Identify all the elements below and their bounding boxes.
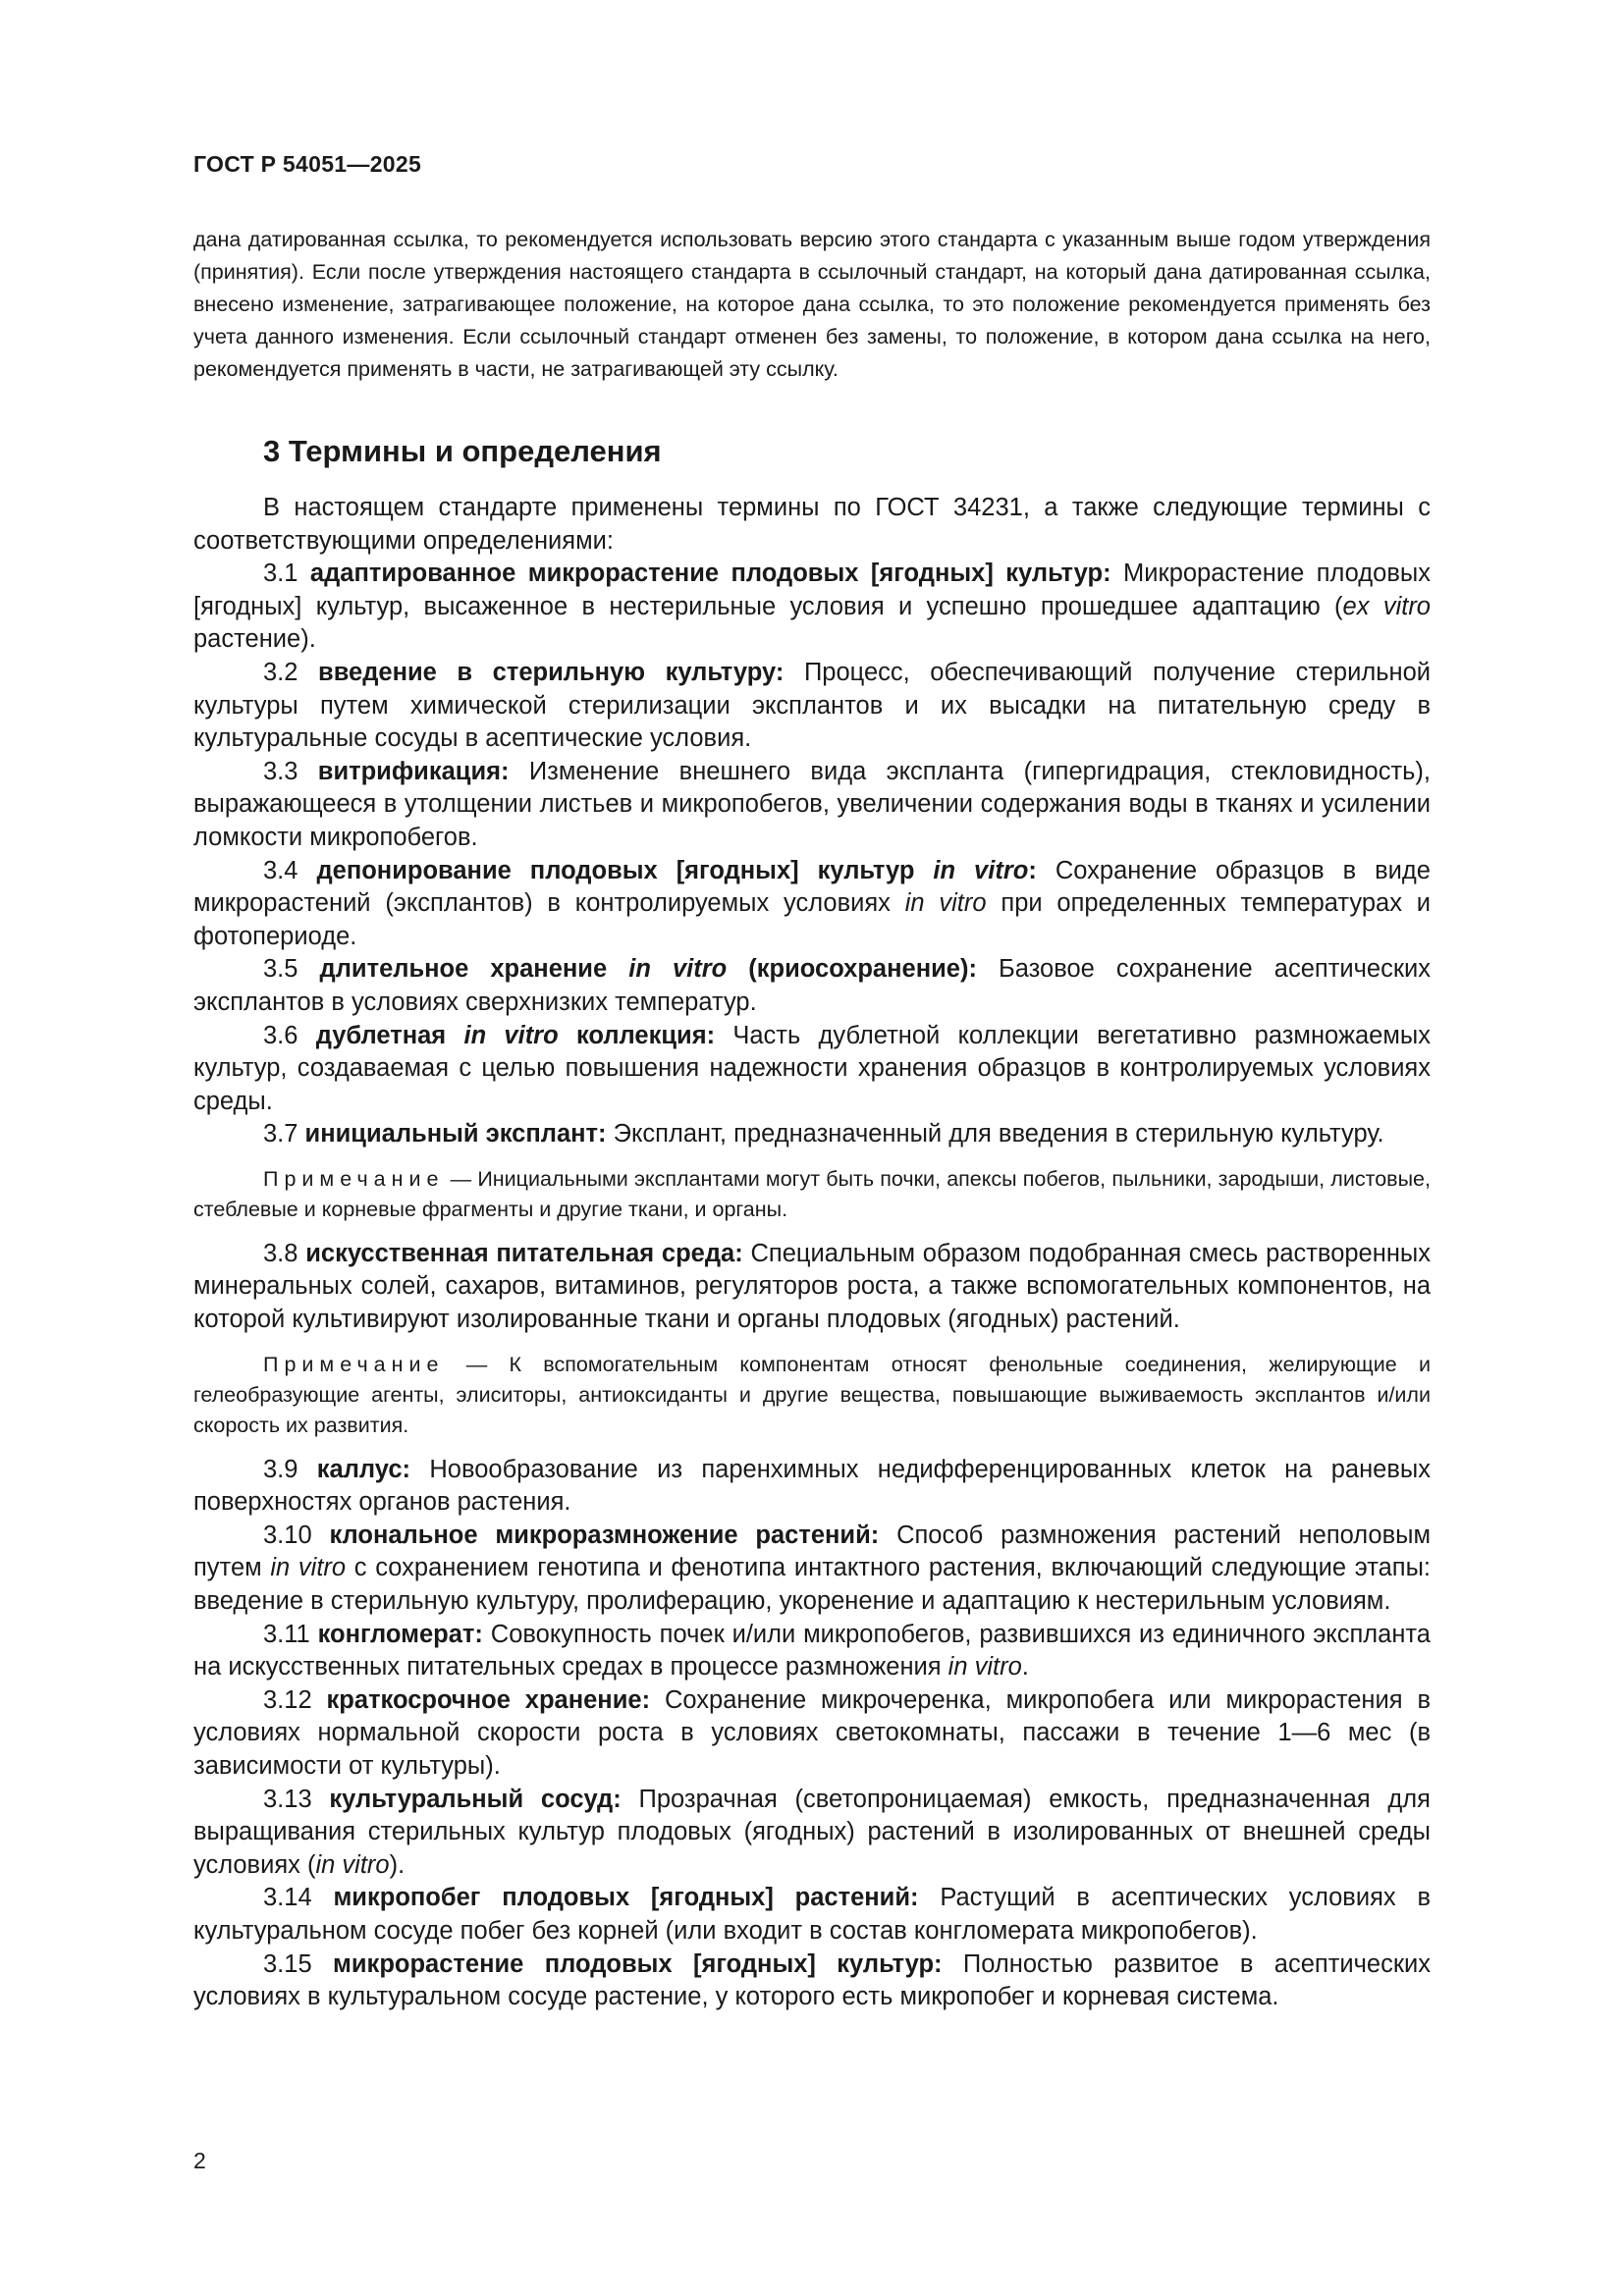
intro-paragraph: дана датированная ссылка, то рекомендуется использовать версию этого стандарта с указанным выше годом утверждения (принятия). Если после утверждения настоящего стандарта в ссылочный стандарт, на который дана датированная ссылка, внесено изменение, затрагивающее положение, на которое дана ссылка, то это положение рекомендуется применять без учета данного изменения. Если ссылочный стандарт отменен без замены, то положение, в котором дана ссылка на него, рекомендуется применять в части, не затрагивающей эту ссылку. bbox=[193, 228, 1431, 381]
term-title: микрорастение плодовых [ягодных] культур: bbox=[333, 1949, 943, 1978]
term-3-14: 3.14 микропобег плодовых [ягодных] растений: Растущий в асептических условиях в культуральном сосуде побег без корней (или входит в состав конгломерата микропобегов). bbox=[193, 1884, 1431, 1945]
terms-section bbox=[193, 492, 1431, 2014]
section-title: 3 Термины и определения bbox=[263, 434, 662, 468]
term-3-11: 3.11 конгломерат: Совокупность почек и/или микропобегов, развившихся из единичного экспланта на искусственных питательных средах в процессе размножения in vitro. bbox=[193, 1620, 1431, 1682]
term-3-10: 3.10 клональное микроразмножение растений: Способ размножения растений неполовым путем in vitro с сохранением генотипа и фенотипа интактного растения, включающий следующие этапы: введение в стерильную культуру, пролиферацию, укоренение и адаптацию к нестерильным условиям. bbox=[193, 1521, 1432, 1616]
page-number: 2 bbox=[193, 2148, 206, 2173]
term-3-7: 3.7 инициальный эксплант: Эксплант, предназначенный для введения в стерильную культуру. bbox=[263, 1120, 1384, 1148]
term-3-8: 3.8 искусственная питательная среда: Специальным образом подобранная смесь растворенных минеральных солей, сахаров, витаминов, регуляторов роста, а также вспомогательных компонентов, на которой культивируют изолированные ткани и органы плодовых (ягодных) растений. bbox=[193, 1239, 1431, 1334]
term-3-9: 3.9 каллус: Новообразование из паренхимных недифференцированных клеток на раневых поверхностях органов растения. bbox=[193, 1455, 1431, 1517]
term-title: депонирование плодовых [ягодных] культур in vitro: bbox=[316, 856, 1037, 884]
term-3-3: 3.3 витрификация: Изменение внешнего вида экспланта (гипергидрация, стекловидность), выражающееся в утолщении листьев и микропобегов, увеличении содержания воды в тканях и усилении ломкости микропобегов. bbox=[193, 757, 1431, 851]
term-title: краткосрочное хранение: bbox=[326, 1685, 651, 1714]
term-title: введение в стерильную культуру: bbox=[318, 658, 785, 686]
term-title: витрификация: bbox=[317, 757, 510, 785]
term-title: каллус: bbox=[316, 1455, 411, 1483]
term-3-4: 3.4 депонирование плодовых [ягодных] культур in vitro: Сохранение образцов в виде микрорастений (эксплантов) в контролируемых условиях in vitro при определенных температурах и фотопериоде. bbox=[193, 856, 1432, 950]
term-title: дублетная in vitro коллекция: bbox=[315, 1021, 716, 1049]
term-title: конгломерат: bbox=[317, 1620, 483, 1648]
term-title: клональное микроразмножение растений: bbox=[329, 1521, 880, 1549]
term-3-6: 3.6 дублетная in vitro коллекция: Часть дублетной коллекции вегетативно размножаемых культур, создаваемая с целью повышения надежности хранения образцов в контролируемых условиях среды. bbox=[193, 1021, 1431, 1115]
term-title: адаптированное микрорастение плодовых [ягодных] культур: bbox=[309, 560, 1111, 588]
term-title: микропобег плодовых [ягодных] растений: bbox=[333, 1884, 919, 1912]
term-3-2: 3.2 введение в стерильную культуру: Процесс, обеспечивающий получение стерильной культуры путем химической стерилизации эксплантов и их высадки на питательную среду в культуральные сосуды в асептические условия. bbox=[193, 658, 1432, 753]
term-3-5: 3.5 длительное хранение in vitro (криосохранение): Базовое сохранение асептических эксплантов в условиях сверхнизких температур. bbox=[193, 955, 1432, 1016]
document-header: ГОСТ Р 54051—2025 bbox=[193, 151, 422, 177]
term-title: длительное хранение in vitro (криосохранение): bbox=[319, 955, 977, 984]
term-3-12: 3.12 краткосрочное хранение: Сохранение микрочеренка, микропобега или микрорастения в условиях нормальной скорости роста в условиях светокомнаты, пассажи в течение 1—6 мес (в зависимости от культуры). bbox=[193, 1685, 1432, 1780]
term-title: культуральный сосуд: bbox=[329, 1785, 622, 1813]
term-title: инициальный эксплант: bbox=[304, 1120, 607, 1148]
note-auxiliary-components: Примечание — К вспомогательным компонентам относят фенольные соединения, желирующие и гелеобразующие агенты, элиситоры, антиоксиданты и другие вещества, повышающие выживаемость эксплантов и/или скорость их развития. bbox=[193, 1352, 1431, 1437]
term-3-13: 3.13 культуральный сосуд: Прозрачная (светопроницаемая) емкость, предназначенная для выращивания стерильных культур плодовых (ягодных) растений в изолированных от внешней среды условиях (in vitro). bbox=[193, 1785, 1431, 1879]
section-lead: В настоящем стандарте применены термины по ГОСТ 34231, а также следующие термины с соответствующими определениями: bbox=[193, 494, 1431, 555]
term-3-15: 3.15 микрорастение плодовых [ягодных] культур: Полностью развитое в асептических условиях в культуральном сосуде растение, у которого есть микропобег и корневая система. bbox=[193, 1949, 1432, 2011]
note-initial-explant: Примечание — Инициальными эксплантами могут быть почки, апексы побегов, пыльники, зародыши, листовые, стеблевые и корневые фрагменты и другие ткани, и органы. bbox=[193, 1166, 1431, 1221]
term-title: искусственная питательная среда: bbox=[305, 1239, 743, 1267]
term-3-1: 3.1 адаптированное микрорастение плодовых [ягодных] культур: Микрорастение плодовых [ягодных] культур, высаженное в нестерильные условия и успешно прошедшее адаптацию (ex vitro растение). bbox=[193, 560, 1431, 654]
